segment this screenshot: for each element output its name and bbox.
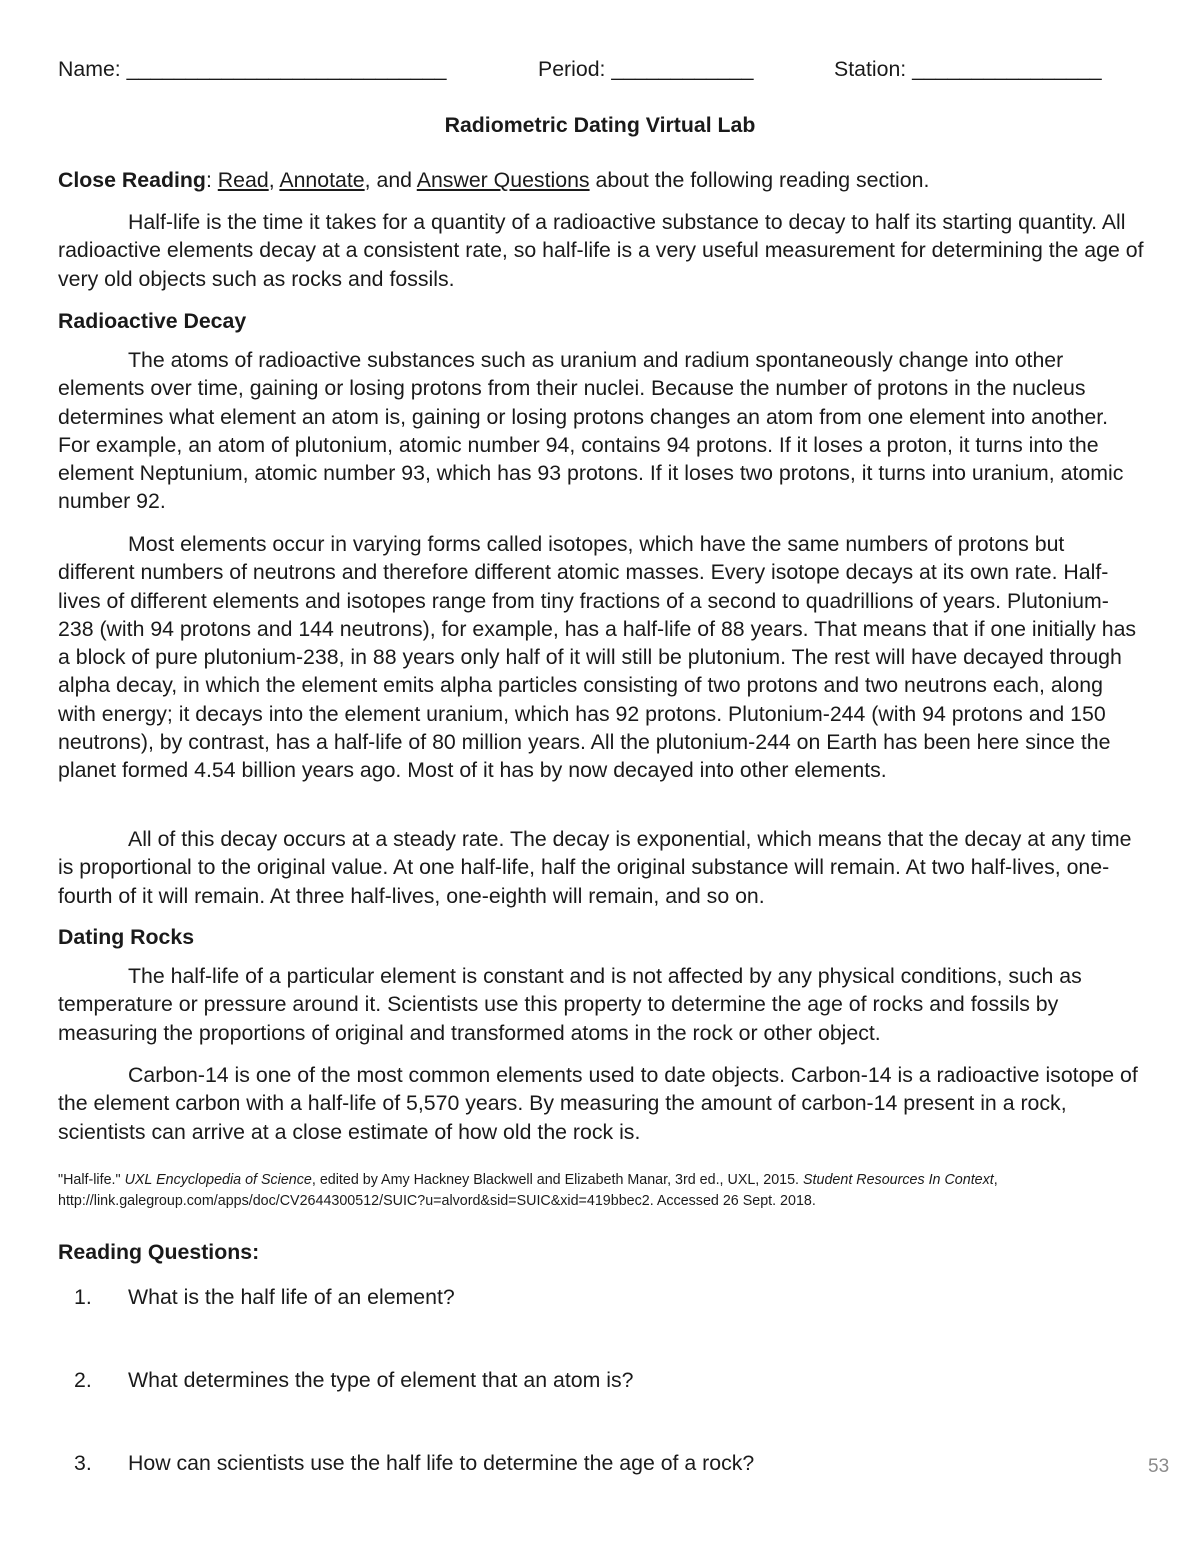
decay-paragraph-3 — [58, 825, 1144, 910]
dating-paragraph-2 — [58, 1061, 1144, 1146]
intro-paragraph — [58, 208, 1144, 293]
citation-text: , edited by Amy Hackney Blackwell and Elizabeth Manar, 3rd ed., UXL, 2015. — [311, 1172, 804, 1188]
paragraph-text: Carbon-14 is one of the most common elements used to date objects. Carbon-14 is a radioactive isotope of the element carbon with a half-life of 5,570 years. By measuring the amount of carbon-14 present in a rock, scientists can arrive at a close estimate of how old the rock is. — [58, 1063, 1138, 1144]
page-title: Radiometric Dating Virtual Lab — [444, 113, 756, 137]
reading-questions-heading — [58, 1238, 1144, 1266]
read-instruction: Read — [217, 168, 269, 192]
section-heading: Radioactive Decay — [58, 309, 247, 333]
citation-url[interactable]: , http://link.galegroup.com/apps/doc/CV2644300512/SUIC?u=alvord&sid=SUIC&xid=419bbec2. Accessed 26 Sept. 2018. — [58, 1172, 998, 1209]
separator: , — [268, 168, 280, 192]
separator: : — [205, 168, 218, 192]
station-field[interactable]: Station: ________________ — [834, 57, 1102, 81]
paragraph-text: All of this decay occurs at a steady rate. The decay is exponential, which means that the decay at any time is proportional to the original value. At one half-life, half the original substance will remain. At two half-lives, one-fourth of it will remain. At three half-lives, one-eighth will remain, and so on. — [58, 827, 1132, 908]
citation — [58, 1170, 1144, 1212]
answer-instruction: Answer Questions — [416, 168, 590, 192]
dating-paragraph-1 — [58, 962, 1144, 1047]
close-reading-label: Close Reading — [58, 168, 206, 192]
question-text: What is the half life of an element? — [128, 1285, 455, 1309]
paragraph-text: Half-life is the time it takes for a quantity of a radioactive substance to decay to half its starting quantity. All radioactive elements decay at a consistent rate, so half-life is a very useful measurement for determining the age of very old objects such as rocks and fossils. — [58, 210, 1144, 291]
section-heading: Reading Questions: — [58, 1240, 260, 1264]
page-number: 53 — [1148, 1456, 1170, 1477]
section-heading: Dating Rocks — [58, 925, 195, 949]
section-dating-rocks — [58, 923, 1144, 951]
question-number: 3. — [74, 1451, 92, 1475]
close-reading-instructions — [58, 166, 1144, 194]
paragraph-text: The atoms of radioactive substances such as uranium and radium spontaneously change into other elements over time, gaining or losing protons from their nuclei. Because the number of protons in the nucleus determines what element an atom is, gaining or losing protons changes an atom from one element into another. For example, an atom of plutonium, atomic number 94, contains 94 protons. If it loses a proton, it turns into the element Neptunium, atomic number 93, which has 93 protons. If it loses two protons, it turns into uranium, atomic number 92. — [58, 348, 1124, 514]
separator: , and — [364, 168, 417, 192]
section-radioactive-decay — [58, 307, 1144, 335]
period-field[interactable]: Period: ____________ — [538, 57, 754, 81]
instruction-rest: about the following reading section. — [589, 168, 930, 192]
annotate-instruction: Annotate — [279, 168, 365, 192]
citation-source: Student Resources In Context — [803, 1172, 994, 1188]
question-number: 2. — [74, 1368, 92, 1392]
student-info-header — [58, 54, 1144, 84]
decay-paragraph-2 — [58, 530, 1144, 785]
paragraph-text: Most elements occur in varying forms called isotopes, which have the same numbers of protons but different numbers of neutrons and therefore different atomic masses. Every isotope decays at its own rate. Half-lives of different elements and isotopes range from tiny fractions of a second to quadrillions of years. Plutonium-238 (with 94 protons and 144 neutrons), for example, has a half-life of 88 years. That means that if one initially has a block of pure plutonium-238, in 88 years only half of it will still be plutonium. The rest will have decayed through alpha decay, in which the element emits alpha particles consisting of two protons and two neutrons each, along with energy; it decays into the element uranium, which has 92 protons. Plutonium-244 (with 94 protons and 150 neutrons), by contrast, has a half-life of 80 million years. All the plutonium-244 on Earth has been here since the planet formed 4.54 billion years ago. Most of it has by now decayed into other elements. — [58, 532, 1137, 783]
question-text: How can scientists use the half life to determine the age of a rock? — [128, 1451, 755, 1475]
paragraph-text: The half-life of a particular element is constant and is not affected by any physical conditions, such as temperature or pressure around it. Scientists use this property to determine the age of rocks and fossils by measuring the proportions of original and transformed atoms in the rock or other object. — [58, 964, 1082, 1045]
citation-book-title: UXL Encyclopedia of Science — [124, 1172, 312, 1188]
name-field[interactable]: Name: ___________________________ — [58, 57, 447, 81]
question-number: 1. — [74, 1285, 92, 1309]
decay-paragraph-1 — [58, 346, 1144, 516]
citation-text: "Half-life." — [58, 1172, 125, 1188]
question-text: What determines the type of element that an atom is? — [128, 1368, 634, 1392]
